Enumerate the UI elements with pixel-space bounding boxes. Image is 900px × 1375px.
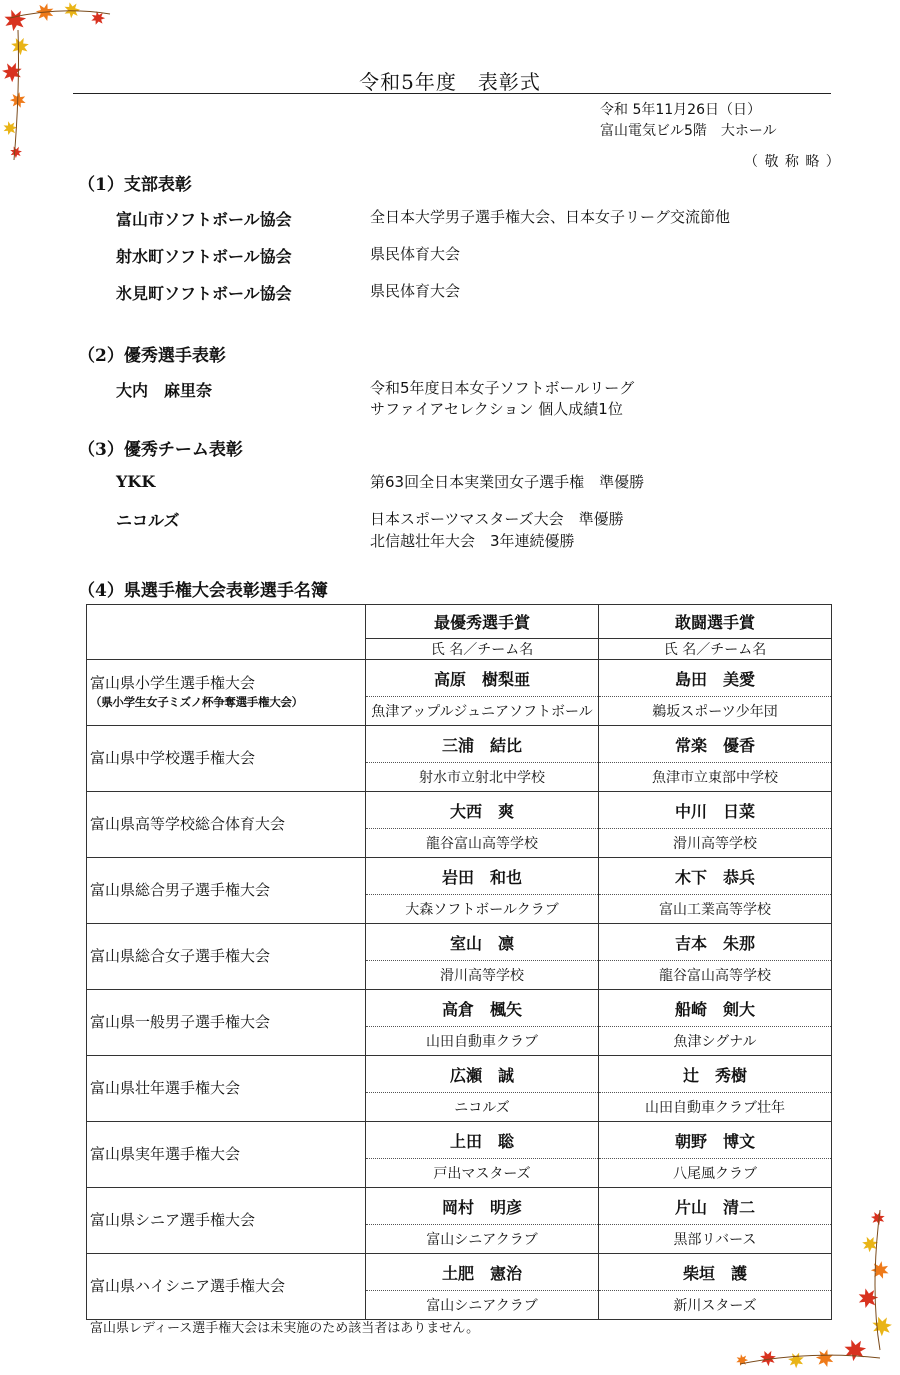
maple-leaf-icon	[870, 1260, 891, 1280]
tournament-name-cell	[87, 1122, 366, 1188]
mvp-team-name: 魚津アップルジュニアソフトボール	[366, 697, 599, 726]
fighting-team-name: 魚津シグナル	[599, 1027, 832, 1056]
mvp-team-name: ニコルズ	[366, 1093, 599, 1122]
tournament-name-cell	[87, 1056, 366, 1122]
entry-description: サファイアセレクション 個人成績1位	[370, 400, 623, 418]
fighting-team-name: 山田自動車クラブ壮年	[599, 1093, 832, 1122]
tournament-name: 富山県総合男子選手権大会	[90, 881, 271, 899]
section-heading: （4）県選手権大会表彰選手名簿	[78, 581, 328, 601]
fighting-player-name: 辻 秀樹	[599, 1056, 832, 1093]
mvp-team-name: 射水市立射北中学校	[366, 763, 599, 792]
mvp-team-name: 戸出マスターズ	[366, 1159, 599, 1188]
entry-description: 令和5年度日本女子ソフトボールリーグ	[370, 379, 635, 397]
fighting-player-name: 島田 美愛	[599, 660, 832, 697]
award-table	[86, 604, 832, 1320]
entry-description: 県民体育大会	[370, 245, 461, 263]
table-row	[87, 792, 832, 829]
fighting-team-name: 滑川高等学校	[599, 829, 832, 858]
fighting-team-name: 龍谷富山高等学校	[599, 961, 832, 990]
fighting-team-name: 八尾風クラブ	[599, 1159, 832, 1188]
fighting-player-name: 木下 恭兵	[599, 858, 832, 895]
tournament-name: 富山県中学校選手権大会	[90, 749, 256, 767]
section-heading: （3）優秀チーム表彰	[78, 440, 243, 460]
tournament-name-cell	[87, 726, 366, 792]
entry-name: 富山市ソフトボール協会	[116, 210, 292, 229]
table-row	[87, 924, 832, 961]
mvp-player-name: 高倉 楓矢	[366, 990, 599, 1027]
entry-name: 大内 麻里奈	[116, 381, 213, 400]
title-underline	[73, 93, 831, 94]
tournament-name-cell	[87, 1254, 366, 1320]
tournament-name-cell	[87, 858, 366, 924]
maple-leaf-icon	[8, 34, 32, 57]
maple-leaf-icon	[735, 1353, 749, 1366]
header-mvp: 最優秀選手賞	[366, 605, 599, 639]
mvp-team-name: 富山シニアクラブ	[366, 1225, 599, 1254]
entry-description: 全日本大学男子選手権大会、日本女子リーグ交流節他	[370, 208, 731, 226]
table-corner-cell	[87, 605, 366, 660]
table-row	[87, 726, 832, 763]
fighting-player-name: 常楽 優香	[599, 726, 832, 763]
tournament-name-cell	[87, 924, 366, 990]
mvp-player-name: 大西 爽	[366, 792, 599, 829]
mvp-player-name: 岩田 和也	[366, 858, 599, 895]
section-heading: （1）支部表彰	[78, 175, 192, 195]
tournament-name: 富山県壮年選手権大会	[90, 1079, 241, 1097]
fighting-team-name: 鵜坂スポーツ少年団	[599, 697, 832, 726]
maple-leaf-icon	[1, 6, 29, 33]
tournament-name: 富山県ハイシニア選手権大会	[90, 1277, 286, 1295]
fighting-player-name: 柴垣 護	[599, 1254, 832, 1291]
mvp-player-name: 土肥 憲治	[366, 1254, 599, 1291]
maple-leaf-icon	[8, 144, 24, 160]
mvp-player-name: 室山 凛	[366, 924, 599, 961]
mvp-team-name: 富山シニアクラブ	[366, 1291, 599, 1320]
tournament-subname: （県小学生女子ミズノ杯争奪選手権大会）	[90, 694, 303, 709]
header-fighting-spirit: 敢闘選手賞	[599, 605, 832, 639]
fighting-team-name: 新川スターズ	[599, 1291, 832, 1320]
tournament-name: 富山県小学生選手権大会	[90, 673, 256, 692]
entry-name: 氷見町ソフトボール協会	[116, 284, 292, 303]
event-date: 令和 5年11月26日（日）	[600, 102, 761, 118]
fighting-player-name: 朝野 博文	[599, 1122, 832, 1159]
mvp-player-name: 広瀬 誠	[366, 1056, 599, 1093]
mvp-team-name: 滑川高等学校	[366, 961, 599, 990]
tournament-name-cell	[87, 1188, 366, 1254]
tournament-name: 富山県一般男子選手権大会	[90, 1013, 271, 1031]
table-row	[87, 858, 832, 895]
table-row	[87, 1254, 832, 1291]
fighting-player-name: 吉本 朱那	[599, 924, 832, 961]
footnote: 富山県レディース選手権大会は未実施のため該当者はありません。	[90, 1321, 480, 1336]
table-row	[87, 1122, 832, 1159]
maple-leaf-icon	[869, 1312, 896, 1338]
tournament-name: 富山県高等学校総合体育大会	[90, 815, 286, 833]
tournament-name-cell	[87, 660, 366, 726]
section-heading: （2）優秀選手表彰	[78, 346, 226, 366]
fighting-team-name: 黒部リバース	[599, 1225, 832, 1254]
tournament-name: 富山県総合女子選手権大会	[90, 947, 271, 965]
entry-description: 第63回全日本実業団女子選手権 準優勝	[370, 473, 645, 491]
maple-leaf-icon	[61, 0, 83, 20]
entry-description: 北信越壮年大会 3年連続優勝	[370, 532, 575, 550]
maple-leaf-icon	[856, 1286, 880, 1310]
fighting-player-name: 船崎 剣大	[599, 990, 832, 1027]
maple-leaf-icon	[841, 1336, 869, 1363]
table-row	[87, 990, 832, 1027]
entry-name: ニコルズ	[116, 511, 180, 530]
maple-leaf-icon	[758, 1347, 779, 1368]
tournament-name-cell	[87, 990, 366, 1056]
maple-leaf-icon	[814, 1347, 836, 1368]
mvp-team-name: 山田自動車クラブ	[366, 1027, 599, 1056]
fighting-team-name: 魚津市立東部中学校	[599, 763, 832, 792]
mvp-player-name: 高原 樹梨亜	[366, 660, 599, 697]
table-row	[87, 1056, 832, 1093]
fighting-player-name: 中川 日菜	[599, 792, 832, 829]
fighting-team-name: 富山工業高等学校	[599, 895, 832, 924]
subheader-name-team: 氏 名／チーム名	[366, 639, 599, 660]
entry-name: 射水町ソフトボール協会	[116, 247, 292, 266]
tournament-name-cell	[87, 792, 366, 858]
event-venue: 富山電気ビル5階 大ホール	[600, 123, 777, 139]
fighting-player-name: 片山 清二	[599, 1188, 832, 1225]
tournament-name: 富山県シニア選手権大会	[90, 1211, 256, 1229]
mvp-player-name: 三浦 結比	[366, 726, 599, 763]
mvp-player-name: 岡村 明彦	[366, 1188, 599, 1225]
entry-description: 日本スポーツマスターズ大会 準優勝	[370, 510, 624, 528]
maple-leaf-icon	[785, 1349, 806, 1370]
mvp-player-name: 上田 聡	[366, 1122, 599, 1159]
subheader-name-team: 氏 名／チーム名	[599, 639, 832, 660]
mvp-team-name: 龍谷富山高等学校	[366, 829, 599, 858]
tournament-name: 富山県実年選手権大会	[90, 1145, 241, 1163]
entry-name: YKK	[116, 472, 156, 491]
table-row	[87, 1188, 832, 1225]
entry-description: 県民体育大会	[370, 282, 461, 300]
mvp-team-name: 大森ソフトボールクラブ	[366, 895, 599, 924]
table-row	[87, 660, 832, 697]
page-title: 令和5年度 表彰式	[359, 70, 541, 94]
honorific-note: （ 敬 称 略 ）	[744, 154, 841, 170]
